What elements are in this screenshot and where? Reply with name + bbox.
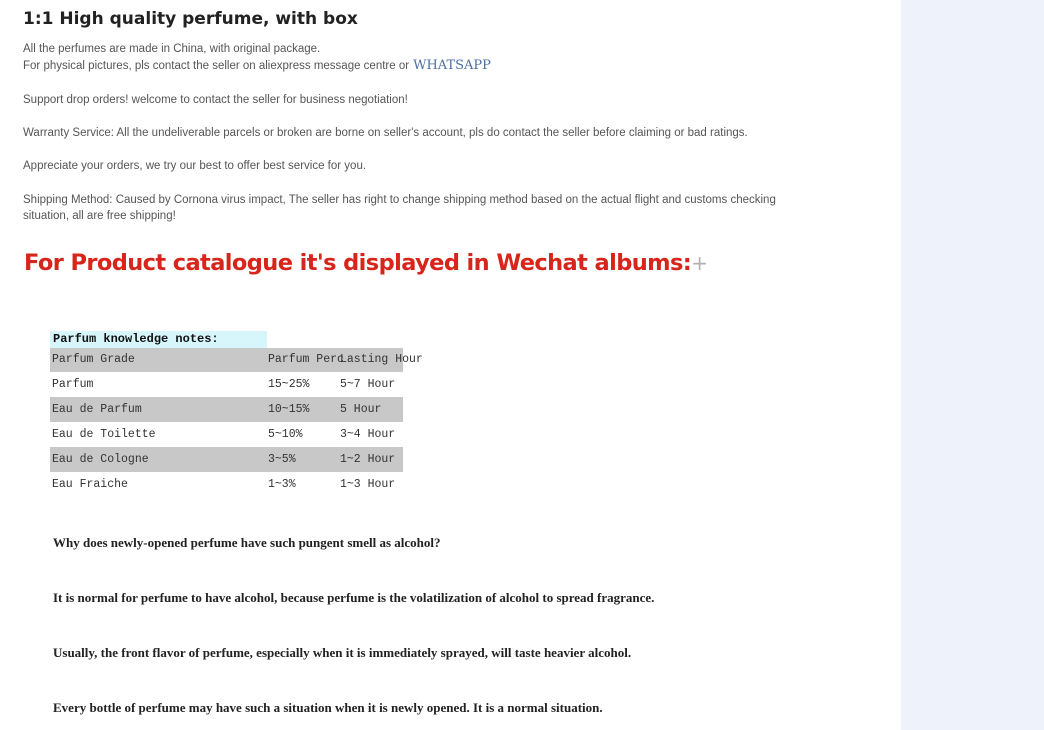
lasting-cell: 1~3 Hour xyxy=(340,478,396,491)
intro-line-warranty: Warranty Service: All the undeliverable parcels or broken are borne on seller's account, pls do contact the seller before claiming or bad ratings. xyxy=(23,127,748,139)
percent-cell: 15~25% xyxy=(268,378,310,391)
intro-line-package: All the perfumes are made in China, with original package. xyxy=(23,43,321,55)
faq-answer-3: Every bottle of perfume may have such a situation when it is newly opened. It is a normal situation. xyxy=(53,700,603,715)
table-row xyxy=(50,422,403,447)
intro-line-shipping: Shipping Method: Caused by Cornona virus impact, The seller has right to change shipping method based on the actual flight and customs checking situation, all are free shipping! xyxy=(23,194,776,222)
percent-cell: 1~3% xyxy=(268,478,296,491)
column-header-grade: Parfum Grade xyxy=(52,353,135,366)
grade-cell: Eau de Cologne xyxy=(52,453,149,466)
intro-line-drop-orders: Support drop orders! welcome to contact the seller for business negotiation! xyxy=(23,94,408,106)
faq-answer-2: Usually, the front flavor of perfume, especially when it is immediately sprayed, will taste heavier alcohol. xyxy=(53,645,632,660)
whatsapp-link[interactable]: WHATSAPP xyxy=(413,58,491,73)
contact-text: For physical pictures, pls contact the seller on aliexpress message centre or xyxy=(23,60,410,72)
right-side-panel xyxy=(901,0,1044,730)
table-row xyxy=(50,397,403,422)
grade-cell: Eau de Parfum xyxy=(52,403,142,416)
intro-line-appreciate: Appreciate your orders, we try our best to offer best service for you. xyxy=(23,160,367,172)
knowledge-table xyxy=(50,348,423,497)
lasting-cell: 1~2 Hour xyxy=(340,453,396,466)
grade-cell: Parfum xyxy=(52,378,94,391)
table-header-row xyxy=(50,348,423,372)
faq-question: Why does newly-opened perfume have such pungent smell as alcohol? xyxy=(53,535,441,550)
faq-answer-1: It is normal for perfume to have alcohol, because perfume is the volatilization of alcohol to spread fragrance. xyxy=(53,590,655,605)
plus-icon: + xyxy=(691,251,708,275)
table-row xyxy=(50,372,403,397)
page-title: 1:1 High quality perfume, with box xyxy=(23,9,358,29)
lasting-cell: 5 Hour xyxy=(340,403,382,416)
column-header-percent: Parfum Perc xyxy=(268,353,344,366)
grade-cell: Eau de Toilette xyxy=(52,428,156,441)
catalogue-heading-text: For Product catalogue it's displayed in Wechat albums: xyxy=(24,250,692,276)
knowledge-notes-header: Parfum knowledge notes: xyxy=(50,331,267,348)
lasting-cell: 3~4 Hour xyxy=(340,428,396,441)
table-row xyxy=(50,472,403,497)
percent-cell: 10~15% xyxy=(268,403,310,416)
lasting-cell: 5~7 Hour xyxy=(340,378,396,391)
grade-cell: Eau Fraiche xyxy=(52,478,128,491)
table-row xyxy=(50,447,403,472)
percent-cell: 3~5% xyxy=(268,453,296,466)
column-header-lasting: Lasting Hour xyxy=(340,353,423,366)
catalogue-heading xyxy=(24,250,707,276)
percent-cell: 5~10% xyxy=(268,428,303,441)
intro-line-contact xyxy=(23,58,491,74)
